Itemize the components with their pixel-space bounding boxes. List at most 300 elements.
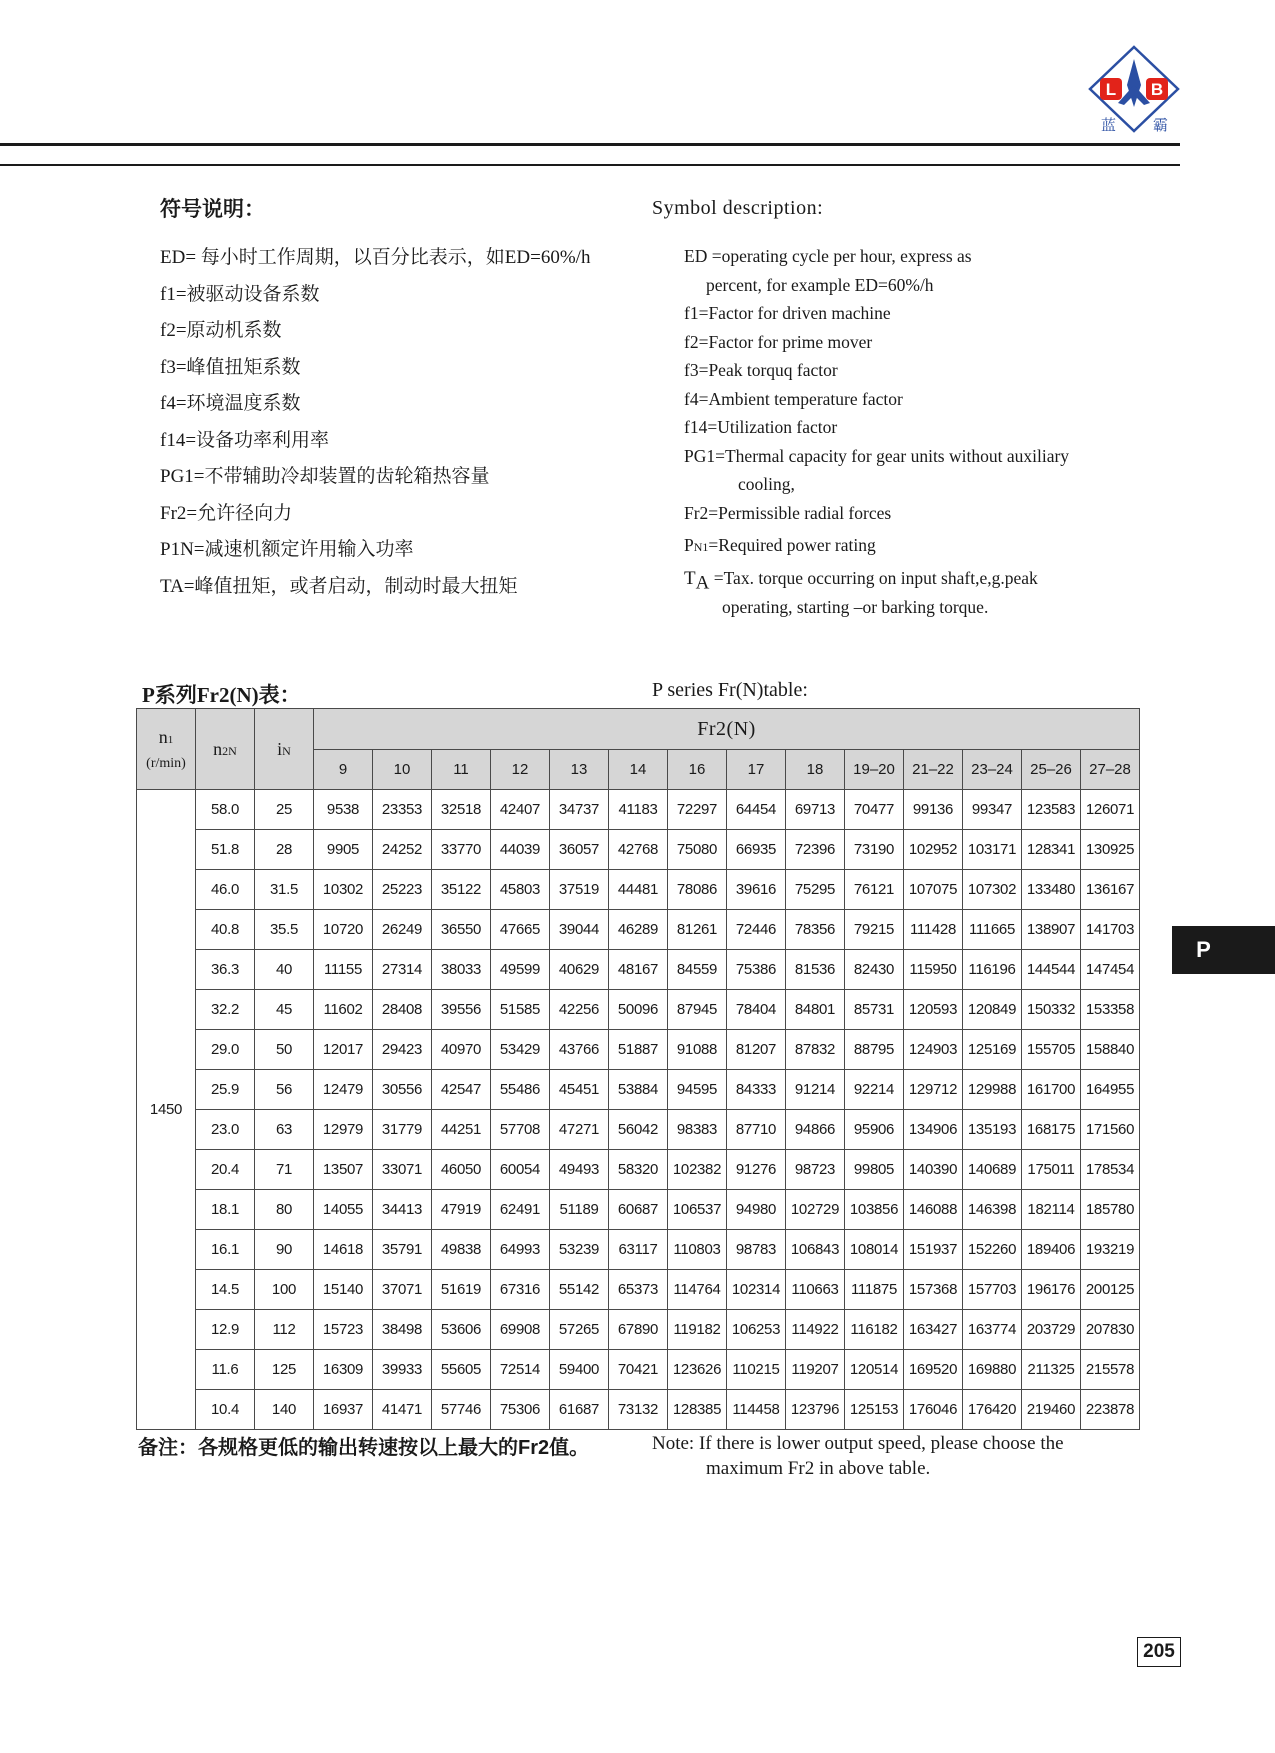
n2n-cell: 23.0 xyxy=(196,1110,255,1150)
fr2-value-cell: 55142 xyxy=(550,1270,609,1310)
fr2-value-cell: 51887 xyxy=(609,1030,668,1070)
table-row xyxy=(137,1150,1140,1190)
fr2-value-cell: 129988 xyxy=(963,1070,1022,1110)
symbol-list-cn xyxy=(160,240,590,605)
fr2-value-cell: 91214 xyxy=(786,1070,845,1110)
fr2-value-cell: 163427 xyxy=(904,1310,963,1350)
fr2-value-cell: 69908 xyxy=(491,1310,550,1350)
table-row xyxy=(137,1350,1140,1390)
fr2-value-cell: 176046 xyxy=(904,1390,963,1430)
table-row xyxy=(137,1030,1140,1070)
n2n-cell: 10.4 xyxy=(196,1390,255,1430)
fr2-value-cell: 28408 xyxy=(373,990,432,1030)
fr2-value-cell: 39933 xyxy=(373,1350,432,1390)
fr2-value-cell: 57746 xyxy=(432,1390,491,1430)
fr2-value-cell: 106253 xyxy=(727,1310,786,1350)
symbol-ta-sub: A xyxy=(695,572,710,593)
fr2-value-cell: 10302 xyxy=(314,870,373,910)
fr2-value-cell: 12979 xyxy=(314,1110,373,1150)
fr2-value-cell: 61687 xyxy=(550,1390,609,1430)
fr2-value-cell: 161700 xyxy=(1022,1070,1081,1110)
fr2-value-cell: 111665 xyxy=(963,910,1022,950)
fr2-value-cell: 107075 xyxy=(904,870,963,910)
fr2-value-cell: 150332 xyxy=(1022,990,1081,1030)
size-header-cell: 10 xyxy=(373,750,432,790)
fr2-value-cell: 51619 xyxy=(432,1270,491,1310)
symbol-cn-item: f2=原动机系数 xyxy=(160,320,282,341)
n2n-cell: 29.0 xyxy=(196,1030,255,1070)
in-cell: 31.5 xyxy=(255,870,314,910)
fr2-value-cell: 152260 xyxy=(963,1230,1022,1270)
symbol-ta-rest: =Tax. torque occurring on input shaft,e,g.peak xyxy=(709,567,1038,588)
fr2-value-cell: 91088 xyxy=(668,1030,727,1070)
fr2-value-cell: 106537 xyxy=(668,1190,727,1230)
fr2-value-cell: 32518 xyxy=(432,790,491,830)
fr2-value-cell: 12017 xyxy=(314,1030,373,1070)
fr2-value-cell: 65373 xyxy=(609,1270,668,1310)
fr2-value-cell: 102952 xyxy=(904,830,963,870)
n2n-cell: 16.1 xyxy=(196,1230,255,1270)
size-header-cell: 12 xyxy=(491,750,550,790)
table-row xyxy=(137,1230,1140,1270)
fr2-value-cell: 146398 xyxy=(963,1190,1022,1230)
fr2-value-cell: 102729 xyxy=(786,1190,845,1230)
fr2-value-cell: 51585 xyxy=(491,990,550,1030)
symbol-pn1-sub: N1 xyxy=(693,540,709,554)
fr2-value-cell: 193219 xyxy=(1081,1230,1140,1270)
fr2-value-cell: 48167 xyxy=(609,950,668,990)
header-n2n-sub: 2N xyxy=(222,743,237,758)
fr2-value-cell: 66935 xyxy=(727,830,786,870)
fr2-value-cell: 37071 xyxy=(373,1270,432,1310)
fr2-value-cell: 11602 xyxy=(314,990,373,1030)
fr2-value-cell: 72396 xyxy=(786,830,845,870)
fr2-value-cell: 120593 xyxy=(904,990,963,1030)
table-row xyxy=(137,1310,1140,1350)
fr2-value-cell: 128385 xyxy=(668,1390,727,1430)
fr2-value-cell: 158840 xyxy=(1081,1030,1140,1070)
table-row xyxy=(137,790,1140,830)
fr2-value-cell: 185780 xyxy=(1081,1190,1140,1230)
fr2-value-cell: 116182 xyxy=(845,1310,904,1350)
fr2-value-cell: 57265 xyxy=(550,1310,609,1350)
logo-cn-left: 蓝 xyxy=(1101,116,1117,134)
fr2-value-cell: 35122 xyxy=(432,870,491,910)
fr2-value-cell: 120849 xyxy=(963,990,1022,1030)
fr2-value-cell: 200125 xyxy=(1081,1270,1140,1310)
fr2-value-cell: 44251 xyxy=(432,1110,491,1150)
fr2-value-cell: 140390 xyxy=(904,1150,963,1190)
fr2-value-cell: 98723 xyxy=(786,1150,845,1190)
header-n1-main: n xyxy=(158,726,168,747)
fr2-value-cell: 57708 xyxy=(491,1110,550,1150)
header-n2n-main: n xyxy=(213,738,223,759)
note-en-line1: Note: If there is lower output speed, please choose the xyxy=(652,1433,1064,1454)
fr2-value-cell: 92214 xyxy=(845,1070,904,1110)
fr2-value-cell: 72514 xyxy=(491,1350,550,1390)
header-n1-unit: (r/min) xyxy=(146,755,186,771)
n2n-cell: 46.0 xyxy=(196,870,255,910)
fr2-value-cell: 151937 xyxy=(904,1230,963,1270)
in-cell: 100 xyxy=(255,1270,314,1310)
fr2-value-cell: 81207 xyxy=(727,1030,786,1070)
fr2-value-cell: 53884 xyxy=(609,1070,668,1110)
fr2-value-cell: 99136 xyxy=(904,790,963,830)
fr2-value-cell: 34737 xyxy=(550,790,609,830)
fr2-value-cell: 126071 xyxy=(1081,790,1140,830)
fr2-value-cell: 75080 xyxy=(668,830,727,870)
symbol-en-f1: f1=Factor for driven machine xyxy=(684,303,891,323)
size-header-cell: 25–26 xyxy=(1022,750,1081,790)
fr2-value-cell: 72446 xyxy=(727,910,786,950)
symbol-en-pg1: PG1=Thermal capacity for gear units without auxiliary xyxy=(684,445,1070,466)
fr2-value-cell: 88795 xyxy=(845,1030,904,1070)
symbol-pn1-p: P xyxy=(684,535,694,555)
n2n-cell: 18.1 xyxy=(196,1190,255,1230)
fr2-value-cell: 50096 xyxy=(609,990,668,1030)
fr2-value-cell: 15723 xyxy=(314,1310,373,1350)
fr2-value-cell: 64454 xyxy=(727,790,786,830)
size-header-cell: 11 xyxy=(432,750,491,790)
fr2-value-cell: 219460 xyxy=(1022,1390,1081,1430)
fr2-value-cell: 30556 xyxy=(373,1070,432,1110)
section-tab-p xyxy=(1172,926,1275,974)
symbol-cn-item: PG1=不带辅助冷却装置的齿轮箱热容量 xyxy=(160,466,490,487)
in-cell: 25 xyxy=(255,790,314,830)
fr2-value-cell: 157703 xyxy=(963,1270,1022,1310)
fr2-value-cell: 138907 xyxy=(1022,910,1081,950)
fr2-value-cell: 60054 xyxy=(491,1150,550,1190)
symbol-cn-item: f14=设备功率利用率 xyxy=(160,429,330,451)
fr2-value-cell: 38033 xyxy=(432,950,491,990)
fr2-value-cell: 67890 xyxy=(609,1310,668,1350)
fr2-value-cell: 9905 xyxy=(314,830,373,870)
symbol-pn1-rest: =Required power rating xyxy=(708,535,876,555)
fr2-value-cell: 70477 xyxy=(845,790,904,830)
header-n2n xyxy=(196,709,255,790)
fr2-value-cell: 81536 xyxy=(786,950,845,990)
symbol-en-pn1 xyxy=(684,531,1069,562)
logo-cn-right: 霸 xyxy=(1153,116,1169,134)
fr2-value-cell: 14055 xyxy=(314,1190,373,1230)
fr2-value-cell: 115950 xyxy=(904,950,963,990)
fr2-value-cell: 153358 xyxy=(1081,990,1140,1030)
fr2-value-cell: 79215 xyxy=(845,910,904,950)
fr2-value-cell: 203729 xyxy=(1022,1310,1081,1350)
symbol-cn-item: P1N=减速机额定许用输入功率 xyxy=(160,539,414,560)
fr2-value-cell: 123626 xyxy=(668,1350,727,1390)
fr2-value-cell: 169520 xyxy=(904,1350,963,1390)
fr2-value-cell: 128341 xyxy=(1022,830,1081,870)
in-cell: 28 xyxy=(255,830,314,870)
fr2-value-cell: 16309 xyxy=(314,1350,373,1390)
fr2-value-cell: 36057 xyxy=(550,830,609,870)
fr2-value-cell: 81261 xyxy=(668,910,727,950)
header-in-main: i xyxy=(277,738,283,759)
header-in xyxy=(255,709,314,790)
header-rule-thick xyxy=(0,143,1180,146)
fr2-value-cell: 39044 xyxy=(550,910,609,950)
fr2-value-cell: 38498 xyxy=(373,1310,432,1350)
fr2-value-cell: 119182 xyxy=(668,1310,727,1350)
fr2-value-cell: 171560 xyxy=(1081,1110,1140,1150)
fr2-value-cell: 119207 xyxy=(786,1350,845,1390)
fr2-value-cell: 33770 xyxy=(432,830,491,870)
fr2-value-cell: 114922 xyxy=(786,1310,845,1350)
section-tab-label: P xyxy=(1196,937,1211,962)
note-en-line2: maximum Fr2 in above table. xyxy=(706,1458,931,1479)
fr2-value-cell: 136167 xyxy=(1081,870,1140,910)
n1-value: 1450 xyxy=(137,790,196,1430)
fr2-value-cell: 10720 xyxy=(314,910,373,950)
fr2-value-cell: 11155 xyxy=(314,950,373,990)
size-header-cell: 19–20 xyxy=(845,750,904,790)
fr2-value-cell: 82430 xyxy=(845,950,904,990)
fr2-value-cell: 94866 xyxy=(786,1110,845,1150)
fr2-value-cell: 40970 xyxy=(432,1030,491,1070)
fr2-value-cell: 14618 xyxy=(314,1230,373,1270)
fr2-value-cell: 12479 xyxy=(314,1070,373,1110)
symbol-cn-item: f4=环境温度系数 xyxy=(160,393,301,414)
fr2-value-cell: 73190 xyxy=(845,830,904,870)
table-row xyxy=(137,1190,1140,1230)
fr2-value-cell: 102382 xyxy=(668,1150,727,1190)
n2n-cell: 25.9 xyxy=(196,1070,255,1110)
n2n-cell: 11.6 xyxy=(196,1350,255,1390)
fr2-value-cell: 39556 xyxy=(432,990,491,1030)
fr2-value-cell: 223878 xyxy=(1081,1390,1140,1430)
in-cell: 63 xyxy=(255,1110,314,1150)
symbol-en-f2: f2=Factor for prime mover xyxy=(684,331,873,352)
fr2-value-cell: 63117 xyxy=(609,1230,668,1270)
fr2-value-cell: 16937 xyxy=(314,1390,373,1430)
fr2-value-cell: 75295 xyxy=(786,870,845,910)
fr2-value-cell: 85731 xyxy=(845,990,904,1030)
fr2-value-cell: 182114 xyxy=(1022,1190,1081,1230)
fr2-value-cell: 108014 xyxy=(845,1230,904,1270)
fr2-value-cell: 140689 xyxy=(963,1150,1022,1190)
symbol-cn-item: TA=峰值扭矩，或者启动，制动时最大扭矩 xyxy=(160,575,518,597)
fr2-value-cell: 110215 xyxy=(727,1350,786,1390)
table-title-en: P series Fr(N)table: xyxy=(652,679,808,701)
fr2-value-cell: 134906 xyxy=(904,1110,963,1150)
fr2-value-cell: 99347 xyxy=(963,790,1022,830)
fr2-value-cell: 31779 xyxy=(373,1110,432,1150)
fr2-value-cell: 44481 xyxy=(609,870,668,910)
fr2-value-cell: 70421 xyxy=(609,1350,668,1390)
fr2-value-cell: 87945 xyxy=(668,990,727,1030)
header-in-sub: N xyxy=(282,743,291,758)
fr2-value-cell: 36550 xyxy=(432,910,491,950)
fr2-value-cell: 103856 xyxy=(845,1190,904,1230)
fr2-value-cell: 67316 xyxy=(491,1270,550,1310)
fr2-value-cell: 46289 xyxy=(609,910,668,950)
fr2-value-cell: 35791 xyxy=(373,1230,432,1270)
fr2-value-cell: 141703 xyxy=(1081,910,1140,950)
n2n-cell: 12.9 xyxy=(196,1310,255,1350)
table-row xyxy=(137,1110,1140,1150)
fr2-value-cell: 163774 xyxy=(963,1310,1022,1350)
fr2-value-cell: 123796 xyxy=(786,1390,845,1430)
fr2-value-cell: 95906 xyxy=(845,1110,904,1150)
fr2-value-cell: 107302 xyxy=(963,870,1022,910)
symbol-cn-item: f1=被驱动设备系数 xyxy=(160,283,320,305)
symbol-en-ta xyxy=(684,566,1069,596)
n2n-cell: 32.2 xyxy=(196,990,255,1030)
fr2-value-cell: 130925 xyxy=(1081,830,1140,870)
fr2-value-cell: 56042 xyxy=(609,1110,668,1150)
fr2-value-cell: 47919 xyxy=(432,1190,491,1230)
header-fr2: Fr2(N) xyxy=(314,709,1140,750)
fr2-value-cell: 215578 xyxy=(1081,1350,1140,1390)
fr2-value-cell: 106843 xyxy=(786,1230,845,1270)
symbol-en-f14: f14=Utilization factor xyxy=(684,417,838,437)
size-header-cell: 23–24 xyxy=(963,750,1022,790)
size-header-cell: 27–28 xyxy=(1081,750,1140,790)
fr2-value-cell: 53606 xyxy=(432,1310,491,1350)
n2n-cell: 36.3 xyxy=(196,950,255,990)
symbol-en-f4: f4=Ambient temperature factor xyxy=(684,388,903,409)
fr2-value-cell: 62491 xyxy=(491,1190,550,1230)
fr2-value-cell: 45803 xyxy=(491,870,550,910)
symbol-en-ta-cont: operating, starting –or barking torque. xyxy=(722,597,989,617)
fr2-value-cell: 34413 xyxy=(373,1190,432,1230)
size-header-cell: 9 xyxy=(314,750,373,790)
fr2-value-cell: 43766 xyxy=(550,1030,609,1070)
fr2-value-cell: 178534 xyxy=(1081,1150,1140,1190)
fr2-value-cell: 164955 xyxy=(1081,1070,1140,1110)
fr2-value-cell: 157368 xyxy=(904,1270,963,1310)
fr2-value-cell: 53429 xyxy=(491,1030,550,1070)
fr2-value-cell: 99805 xyxy=(845,1150,904,1190)
fr2-value-cell: 15140 xyxy=(314,1270,373,1310)
logo-letter-l: L xyxy=(1105,80,1117,99)
fr2-value-cell: 27314 xyxy=(373,950,432,990)
fr2-value-cell: 125169 xyxy=(963,1030,1022,1070)
in-cell: 90 xyxy=(255,1230,314,1270)
fr2-value-cell: 78086 xyxy=(668,870,727,910)
size-header-cell: 21–22 xyxy=(904,750,963,790)
n2n-cell: 20.4 xyxy=(196,1150,255,1190)
fr2-value-cell: 123583 xyxy=(1022,790,1081,830)
fr2-value-cell: 44039 xyxy=(491,830,550,870)
fr2-value-cell: 23353 xyxy=(373,790,432,830)
fr2-value-cell: 116196 xyxy=(963,950,1022,990)
fr2-value-cell: 211325 xyxy=(1022,1350,1081,1390)
table-row xyxy=(137,910,1140,950)
in-cell: 112 xyxy=(255,1310,314,1350)
fr2-value-cell: 49599 xyxy=(491,950,550,990)
size-header-cell: 17 xyxy=(727,750,786,790)
n2n-cell: 14.5 xyxy=(196,1270,255,1310)
fr2-value-cell: 69713 xyxy=(786,790,845,830)
n2n-cell: 51.8 xyxy=(196,830,255,870)
fr2-value-cell: 135193 xyxy=(963,1110,1022,1150)
fr2-value-cell: 55605 xyxy=(432,1350,491,1390)
fr2-value-cell: 33071 xyxy=(373,1150,432,1190)
page-number: 205 xyxy=(1137,1637,1181,1667)
fr2-value-cell: 47271 xyxy=(550,1110,609,1150)
fr2-table xyxy=(136,708,1140,1430)
fr2-value-cell: 42407 xyxy=(491,790,550,830)
fr2-value-cell: 133480 xyxy=(1022,870,1081,910)
symbol-en-pg1-cont: cooling, xyxy=(738,474,795,494)
header-n1-sub: 1 xyxy=(167,733,174,746)
fr2-value-cell: 42547 xyxy=(432,1070,491,1110)
fr2-value-cell: 25223 xyxy=(373,870,432,910)
fr2-value-cell: 196176 xyxy=(1022,1270,1081,1310)
fr2-value-cell: 53239 xyxy=(550,1230,609,1270)
fr2-value-cell: 49838 xyxy=(432,1230,491,1270)
fr2-value-cell: 144544 xyxy=(1022,950,1081,990)
fr2-value-cell: 78356 xyxy=(786,910,845,950)
fr2-value-cell: 98383 xyxy=(668,1110,727,1150)
fr2-value-cell: 84333 xyxy=(727,1070,786,1110)
fr2-value-cell: 59400 xyxy=(550,1350,609,1390)
fr2-value-cell: 45451 xyxy=(550,1070,609,1110)
fr2-value-cell: 13507 xyxy=(314,1150,373,1190)
in-cell: 125 xyxy=(255,1350,314,1390)
size-header-cell: 18 xyxy=(786,750,845,790)
fr2-value-cell: 72297 xyxy=(668,790,727,830)
fr2-value-cell: 37519 xyxy=(550,870,609,910)
symbol-en-ed-cont: percent, for example ED=60%/h xyxy=(706,274,934,295)
table-row xyxy=(137,870,1140,910)
fr2-value-cell: 60687 xyxy=(609,1190,668,1230)
n2n-cell: 58.0 xyxy=(196,790,255,830)
fr2-value-cell: 29423 xyxy=(373,1030,432,1070)
fr2-value-cell: 110803 xyxy=(668,1230,727,1270)
fr2-value-cell: 75386 xyxy=(727,950,786,990)
logo-diamond-icon xyxy=(1088,45,1180,137)
fr2-value-cell: 169880 xyxy=(963,1350,1022,1390)
fr2-value-cell: 155705 xyxy=(1022,1030,1081,1070)
fr2-value-cell: 114764 xyxy=(668,1270,727,1310)
symbol-title-cn: 符号说明： xyxy=(160,198,265,221)
table-title-cn: P系列Fr2(N)表： xyxy=(142,683,301,707)
in-cell: 80 xyxy=(255,1190,314,1230)
fr2-value-cell: 42768 xyxy=(609,830,668,870)
header-rule-thin xyxy=(0,164,1180,166)
fr2-value-cell: 26249 xyxy=(373,910,432,950)
fr2-value-cell: 146088 xyxy=(904,1190,963,1230)
fr2-value-cell: 189406 xyxy=(1022,1230,1081,1270)
fr2-value-cell: 55486 xyxy=(491,1070,550,1110)
fr2-value-cell: 46050 xyxy=(432,1150,491,1190)
fr2-value-cell: 125153 xyxy=(845,1390,904,1430)
fr2-value-cell: 41183 xyxy=(609,790,668,830)
symbol-ta-t: T xyxy=(684,567,696,589)
symbol-cn-item: f3=峰值扭矩系数 xyxy=(160,356,301,378)
fr2-value-cell: 87710 xyxy=(727,1110,786,1150)
symbol-en-f3: f3=Peak torquq factor xyxy=(684,360,838,380)
fr2-value-cell: 102314 xyxy=(727,1270,786,1310)
fr2-value-cell: 24252 xyxy=(373,830,432,870)
fr2-value-cell: 78404 xyxy=(727,990,786,1030)
table-row xyxy=(137,1070,1140,1110)
in-cell: 35.5 xyxy=(255,910,314,950)
in-cell: 45 xyxy=(255,990,314,1030)
fr2-value-cell: 73132 xyxy=(609,1390,668,1430)
fr2-value-cell: 84559 xyxy=(668,950,727,990)
fr2-value-cell: 84801 xyxy=(786,990,845,1030)
symbol-cn-item: ED= 每小时工作周期，以百分比表示，如ED=60%/h xyxy=(160,247,591,268)
fr2-value-cell: 175011 xyxy=(1022,1150,1081,1190)
fr2-value-cell: 87832 xyxy=(786,1030,845,1070)
symbol-en-ed: ED =operating cycle per hour, express as xyxy=(684,246,972,266)
fr2-value-cell: 103171 xyxy=(963,830,1022,870)
fr2-value-cell: 9538 xyxy=(314,790,373,830)
